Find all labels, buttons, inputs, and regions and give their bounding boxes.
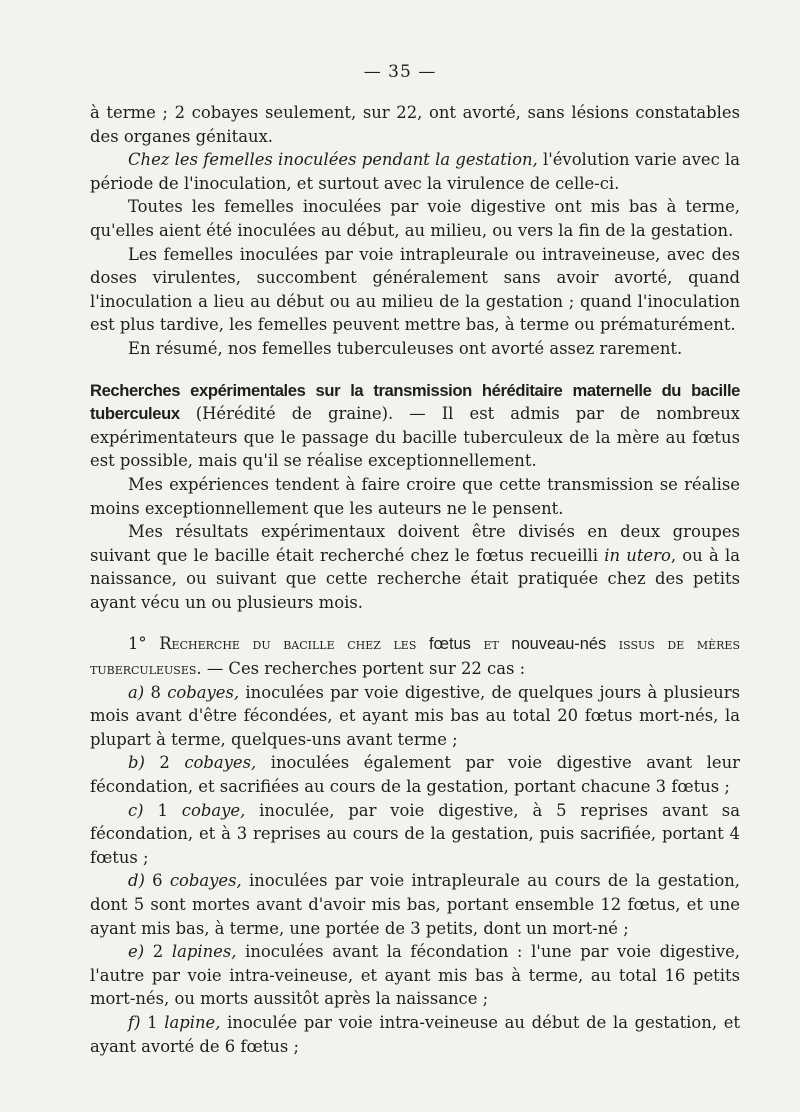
list-count: 1 bbox=[147, 1012, 158, 1032]
list-item-a bbox=[90, 681, 740, 752]
list-text: inoculées également par voie digestive avant leur fécondation, et sacrifiées au cours de la gestation, portant chacune 3 fœtus ; bbox=[90, 753, 740, 797]
paragraph-heading bbox=[90, 379, 740, 473]
page-number: — 35 — bbox=[363, 62, 437, 82]
page-body bbox=[90, 101, 740, 1058]
list-text: inoculées par voie digestive, de quelques jours à plusieurs mois avant d'être fécondées, et ayant mis bas au total 20 fœtus mort-nés, la plupart à terme, quelques-uns avant terme ; bbox=[90, 682, 740, 749]
list-item-f bbox=[90, 1011, 740, 1058]
list-text: inoculée par voie intra-veineuse au début de la gestation, et ayant avorté de 6 fœtus ; bbox=[90, 1012, 741, 1056]
paragraph-3: Toutes les femelles inoculées par voie digestive ont mis bas à terme, qu'elles aient été inoculées au début, au milieu, ou vers la fin de la gestation. bbox=[90, 197, 740, 240]
list-item-e bbox=[90, 940, 740, 1011]
subsection-title-5: issus de mères tuberculeuses. bbox=[90, 634, 740, 679]
list-text: inoculée, par voie digestive, à 5 reprises avant sa fécondation, et à 3 reprises au cours de la gestation, puis sacrifiée, portant 4 fœtus ; bbox=[90, 800, 740, 867]
list-animal: cobaye, bbox=[181, 800, 246, 820]
list-text: inoculées avant la fécondation : l'une par voie digestive, l'autre par voie intra-veineuse, et ayant mis bas à terme, au total 16 petits mort-nés, ou morts aussitôt après la naissance ; bbox=[90, 942, 741, 1009]
paragraph-2 bbox=[90, 148, 740, 195]
paragraph-5: En résumé, nos femelles tuberculeuses ont avorté assez rarement. bbox=[128, 338, 683, 358]
list-count: 2 bbox=[159, 753, 170, 773]
list-animal: cobayes, bbox=[184, 753, 257, 773]
list-count: 8 bbox=[150, 682, 161, 702]
paragraph-7: Mes expériences tendent à faire croire que cette transmission se réalise moins exceptionnellement que les auteurs ne le pensent. bbox=[90, 474, 740, 518]
paragraph-8-text-a: Mes résultats expérimentaux doivent être divisés en deux groupes suivant que le bacille était recherché chez le fœtus recueilli bbox=[90, 522, 740, 565]
list-animal: cobayes, bbox=[167, 682, 240, 702]
list-animal: lapine, bbox=[164, 1012, 221, 1032]
paragraph-4: Les femelles inoculées par voie intrapleurale ou intraveineuse, avec des doses virulentes, succombent généralement sans avoir avorté, quand l'inoculation a lieu au début ou au milieu de la gestation ; quand l'inoculation est plus tardive, les femelles peuvent mettre bas, à terme ou prématurément. bbox=[90, 244, 740, 335]
subsection-title-1: Recherche du bacille chez les bbox=[159, 634, 417, 654]
list-item-b bbox=[90, 751, 740, 798]
paragraph-8 bbox=[90, 520, 740, 614]
subsection-title-2: fœtus bbox=[428, 635, 471, 654]
paragraph-8-text-b: , ou à la naissance, ou suivant que cette recherche était pratiquée chez des petits ayant vécu un ou plusieurs mois. bbox=[90, 545, 740, 612]
list-count: 2 bbox=[152, 942, 164, 962]
list-label: f) bbox=[128, 1012, 141, 1032]
list-item-c bbox=[90, 799, 740, 870]
subsection-number: 1° bbox=[128, 634, 147, 654]
list-animal: lapines, bbox=[171, 942, 237, 962]
list-count: 1 bbox=[157, 800, 168, 820]
list-label: d) bbox=[128, 871, 145, 891]
list-label: a) bbox=[128, 682, 145, 702]
list-label: c) bbox=[128, 800, 144, 820]
list-item-d bbox=[90, 869, 740, 940]
subsection-text: — Ces recherches portent sur 22 cas : bbox=[201, 659, 526, 679]
paragraph-2-text: l'évolution varie avec la période de l'inoculation, et surtout avec la virulence de celle-ci. bbox=[90, 150, 741, 193]
list-label: b) bbox=[128, 753, 145, 773]
heading-paragraph-text: (Hérédité de graine). — Il est admis par de nombreux expérimentateurs que le passage du bacille tuberculeux de la mère au fœtus est possible, mais qu'il se réalise exceptionnellement. bbox=[90, 404, 740, 471]
subsection-title-4: nouveau-nés bbox=[511, 635, 607, 654]
list-animal: cobayes, bbox=[169, 871, 242, 891]
subsection-title-3: et bbox=[483, 634, 499, 654]
list-count: 6 bbox=[152, 871, 163, 891]
subsection-heading bbox=[90, 632, 740, 680]
list-text: inoculées par voie intrapleurale au cours de la gestation, dont 5 sont mortes avant d'avoir mis bas, portant ensemble 12 fœtus, et une ayant mis bas, à terme, une portée de 3 petits, dont un mort-né ; bbox=[90, 871, 741, 938]
paragraph-1: à terme ; 2 cobayes seulement, sur 22, ont avorté, sans lésions constatables des organes génitaux. bbox=[90, 103, 740, 146]
paragraph-2-italic: Chez les femelles inoculées pendant la gestation, bbox=[128, 150, 538, 170]
list-label: e) bbox=[128, 942, 145, 962]
paragraph-8-italic: in utero bbox=[604, 545, 671, 565]
section-heading: Recherches expérimentales sur la transmission héréditaire maternelle du bacille tuberculeux bbox=[90, 380, 740, 424]
